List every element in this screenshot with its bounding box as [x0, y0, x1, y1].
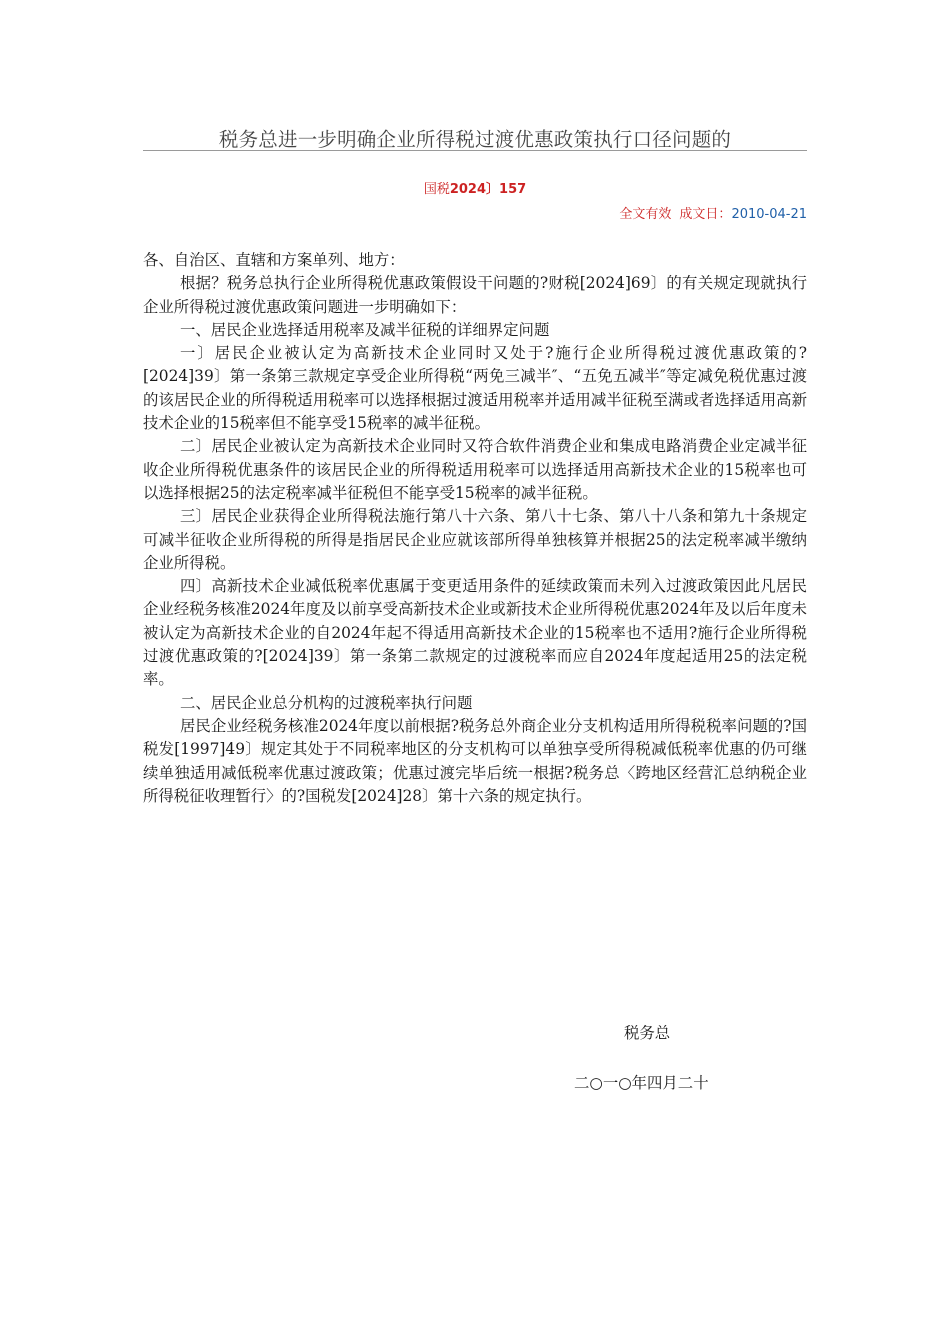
document-number-prefix: 国税 [423, 182, 450, 197]
document-body [143, 249, 807, 808]
section-2-paragraph: 居民企业经税务核准2024年度以前根据?税务总外商企业分支机构适用所得税税率问题的?国税发[1997]49〕规定其处于不同税率地区的分支机构可以单独享受所得税减低税率优惠的仍可继续单独适用减低税率优惠过渡政策；优惠过渡完毕后统一根据?税务总〈跨地区经营汇总纳税企业所得税征收理暂行〉的?国税发[2024]28〕第十六条的规定执行。 [143, 716, 807, 805]
document-number-suffix: 〕157 [486, 182, 527, 197]
section-heading-1: 一、居民企业选择适用税率及减半征税的详细界定问题 [179, 320, 550, 339]
document-number [143, 178, 807, 197]
document-title: 税务总进一步明确企业所得税过渡优惠政策执行口径问题的 [218, 128, 732, 151]
clause-paragraph-4: 四〕高新技术企业减低税率优惠属于变更适用条件的延续政策而未列入过渡政策因此凡居民企业经税务核准2024年度及以前享受高新技术企业或新技术企业所得税优惠2024年及以后年度未被认定为高新技术企业的自2024年起不得适用高新技术企业的15税率也不适用?施行企业所得税过渡优惠政策的?[2024]39〕第一条第二款规定的过渡税率而应自2024年度起适用25的法定税率。 [143, 577, 807, 689]
clause-paragraph-1: 一〕居民企业被认定为高新技术企业同时又处于?施行企业所得税过渡优惠政策的?[2024]39〕第一条第三款规定享受企业所得税“两免三减半″、“五免五减半″等定减免税优惠过渡的该居民企业的所得税适用税率可以选择根据过渡适用税率并适用减半征税至满或者选择适用高新技术企业的15税率但不能享受15税率的减半征税。 [143, 344, 807, 433]
title-divider [143, 150, 807, 151]
document-number-year: 2024 [449, 182, 487, 197]
clause-paragraph-2: 二〕居民企业被认定为高新技术企业同时又符合软件消费企业和集成电路消费企业定减半征收企业所得税优惠条件的该居民企业的所得税适用税率可以选择适用高新技术企业的15税率也可以选择根据25的法定税率减半征税但不能享受15税率的减半征税。 [143, 437, 807, 502]
issue-date-value: 2010-04-21 [731, 207, 807, 222]
document-meta [619, 203, 807, 222]
validity-status: 全文有效 [619, 207, 672, 222]
intro-paragraph: 根据？税务总执行企业所得税优惠政策假设干问题的?财税[2024]69〕的有关规定现就执行企业所得税过渡优惠政策问题进一步明确如下： [143, 274, 807, 316]
signing-date: 二○一○年四月二十 [574, 1074, 709, 1092]
section-heading-2: 二、居民企业总分机构的过渡税率执行问题 [179, 693, 473, 712]
issue-date-label: 成文日： [679, 207, 732, 222]
clause-paragraph-3: 三〕居民企业获得企业所得税法施行第八十六条、第八十七条、第八十八条和第九十条规定可减半征收企业所得税的所得是指居民企业应就该部所得单独核算并根据25的法定税率减半缴纳企业所得税。 [143, 507, 807, 572]
issuer-signature: 税务总 [624, 1024, 671, 1042]
salutation-paragraph: 各、自治区、直辖和方案单列、地方： [143, 251, 405, 269]
